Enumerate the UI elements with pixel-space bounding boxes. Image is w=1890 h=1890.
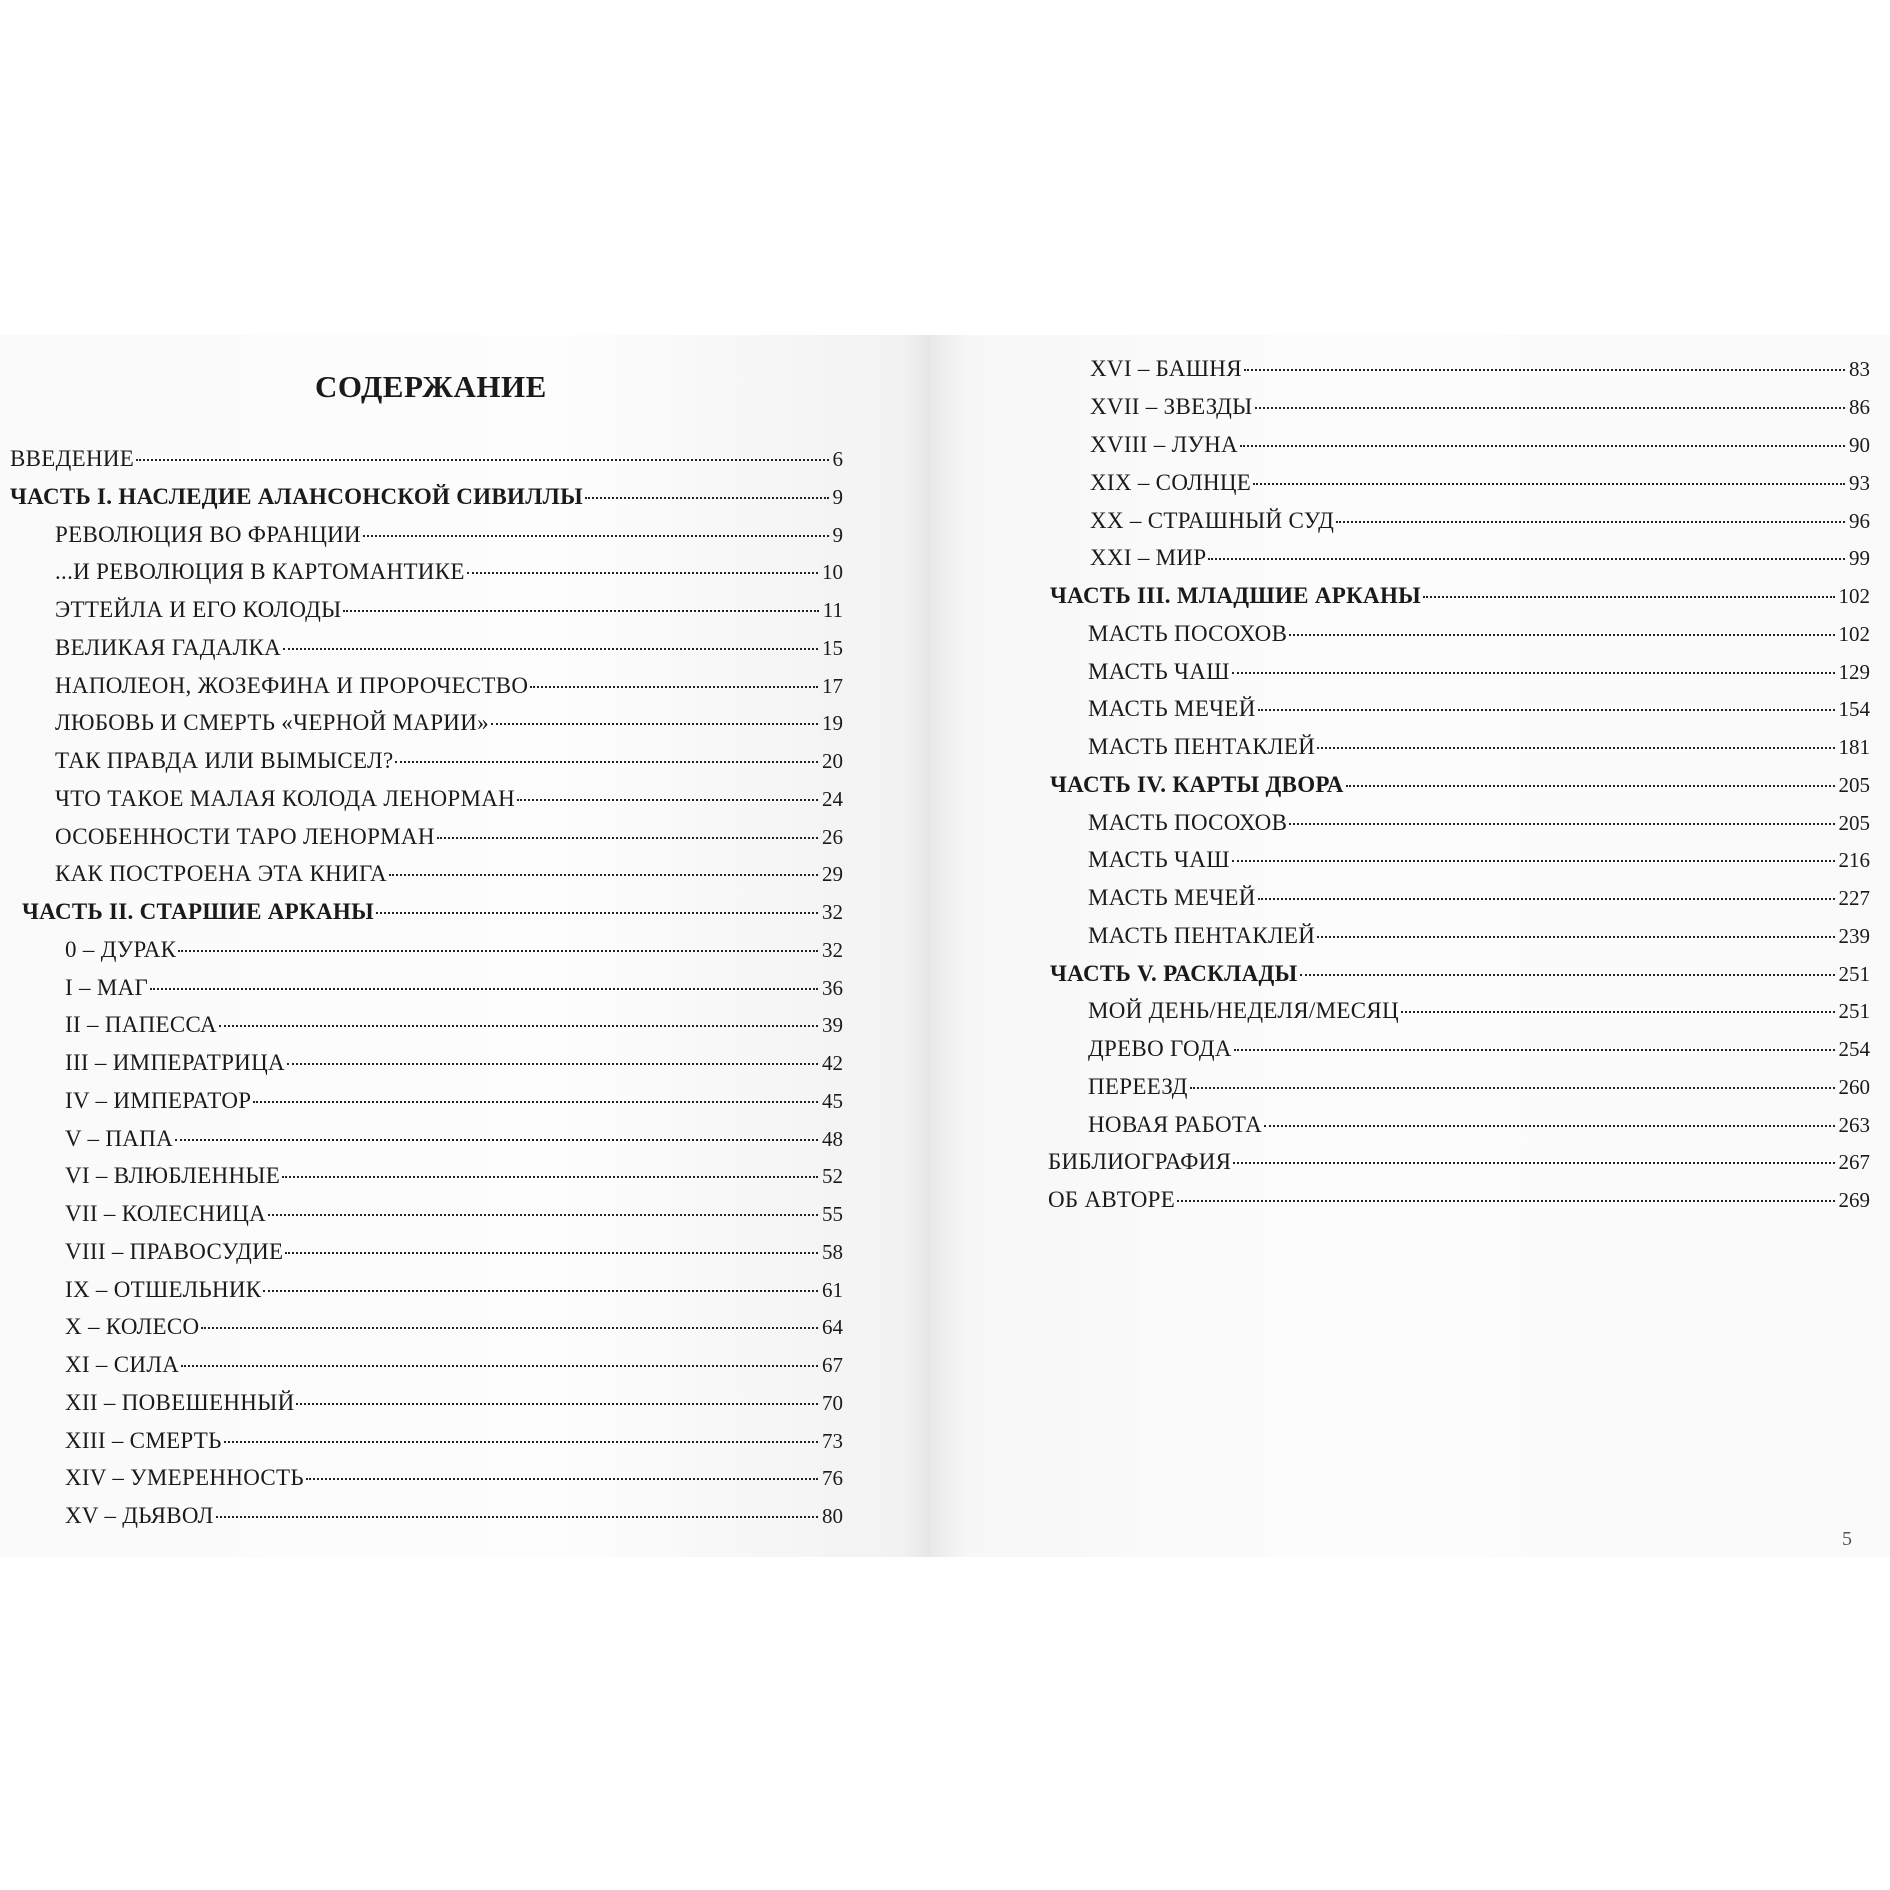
toc-entry-label: ЧАСТЬ IV. КАРТЫ ДВОРА [1050, 772, 1344, 797]
left-entry [65, 1125, 843, 1153]
right-entry [1090, 544, 1870, 572]
toc-entry-page: 90 [1849, 433, 1870, 457]
left-entry [65, 974, 843, 1002]
left-entry [55, 596, 843, 624]
dot-leader [1300, 974, 1835, 976]
dot-leader [136, 459, 828, 461]
dot-leader [1423, 596, 1834, 598]
left-entry [55, 672, 843, 700]
toc-entry-label: XVIII – ЛУНА [1090, 432, 1238, 457]
right-entry [1090, 507, 1870, 535]
right-entry [1088, 846, 1870, 874]
toc-entry-page: 24 [822, 787, 843, 811]
left-entry [10, 483, 843, 511]
toc-entry-page: 86 [1849, 395, 1870, 419]
toc-entry-page: 80 [822, 1504, 843, 1528]
right-entry [1090, 393, 1870, 421]
dot-leader [268, 1214, 818, 1216]
toc-entry-label: VI – ВЛЮБЛЕННЫЕ [65, 1163, 281, 1188]
dot-leader [285, 1252, 818, 1254]
dot-leader [343, 610, 818, 612]
toc-entry-label: XIV – УМЕРЕННОСТЬ [65, 1465, 304, 1490]
toc-entry-page: 52 [822, 1164, 843, 1188]
right-entry [1088, 997, 1870, 1025]
toc-entry-page: 102 [1838, 584, 1870, 608]
toc-entry-label: V – ПАПА [65, 1126, 174, 1151]
left-entry [65, 1389, 843, 1417]
right-entry [1088, 1073, 1870, 1101]
dot-leader [224, 1441, 818, 1443]
toc-entry-page: 39 [822, 1013, 843, 1037]
toc-entry-label: МОЙ ДЕНЬ/НЕДЕЛЯ/МЕСЯЦ [1088, 998, 1399, 1023]
dot-leader [437, 837, 818, 839]
page-number: 5 [1842, 1528, 1852, 1550]
left-entry [55, 747, 843, 775]
left-entry [65, 1162, 843, 1190]
toc-entry-page: 20 [822, 749, 843, 773]
dot-leader [1289, 823, 1834, 825]
dot-leader [363, 535, 829, 537]
toc-entry-page: 61 [822, 1278, 843, 1302]
right-page [930, 335, 1890, 1557]
toc-entry-label: МАСТЬ ПОСОХОВ [1088, 621, 1288, 646]
dot-leader [1289, 634, 1834, 636]
toc-entry-page: 216 [1838, 848, 1870, 872]
toc-entry-label: ЧАСТЬ III. МЛАДШИЕ АРКАНЫ [1050, 583, 1422, 608]
dot-leader [1232, 860, 1835, 862]
toc-entry-page: 83 [1849, 357, 1870, 381]
toc-entry-label: IX – ОТШЕЛЬНИК [65, 1277, 262, 1302]
left-entry [65, 936, 843, 964]
dot-leader [1255, 407, 1846, 409]
toc-entry-label: XVII – ЗВЕЗДЫ [1090, 394, 1253, 419]
left-entry [65, 1276, 843, 1304]
dot-leader [1317, 747, 1834, 749]
toc-entry-page: 129 [1838, 660, 1870, 684]
dot-leader [1336, 521, 1845, 523]
dot-leader [263, 1290, 818, 1292]
right-entry [1088, 922, 1870, 950]
toc-entry-page: 55 [822, 1202, 843, 1226]
right-entry [1088, 884, 1870, 912]
dot-leader [389, 874, 818, 876]
left-entry [55, 785, 843, 813]
toc-entry-label: II – ПАПЕССА [65, 1012, 217, 1037]
toc-entry-page: 205 [1838, 773, 1870, 797]
dot-leader [530, 686, 818, 688]
toc-entry-label: МАСТЬ ЧАШ [1088, 659, 1230, 684]
dot-leader [1190, 1087, 1835, 1089]
left-entry [65, 1087, 843, 1115]
right-entry [1088, 1111, 1870, 1139]
dot-leader [1258, 898, 1835, 900]
dot-leader [1317, 936, 1834, 938]
toc-entry-label: КАК ПОСТРОЕНА ЭТА КНИГА [55, 861, 387, 886]
toc-entry-label: МАСТЬ ЧАШ [1088, 847, 1230, 872]
toc-entry-page: 254 [1838, 1037, 1870, 1061]
toc-entry-page: 99 [1849, 546, 1870, 570]
toc-entry-label: ЧАСТЬ V. РАСКЛАДЫ [1050, 961, 1298, 986]
toc-entry-label: XI – СИЛА [65, 1352, 180, 1377]
toc-entry-label: ОБ АВТОРЕ [1048, 1187, 1176, 1212]
toc-entry-label: ЧАСТЬ I. НАСЛЕДИЕ АЛАНСОНСКОЙ СИВИЛЛЫ [10, 484, 583, 509]
toc-entry-label: 0 – ДУРАК [65, 937, 177, 962]
dot-leader [1346, 785, 1835, 787]
right-entry [1088, 1035, 1870, 1063]
toc-entry-page: 67 [822, 1353, 843, 1377]
left-entry [10, 445, 843, 473]
toc-entry-page: 96 [1849, 509, 1870, 533]
dot-leader [1208, 558, 1845, 560]
toc-entry-page: 267 [1838, 1150, 1870, 1174]
left-entry [65, 1351, 843, 1379]
toc-entry-page: 205 [1838, 811, 1870, 835]
toc-entry-page: 93 [1849, 471, 1870, 495]
toc-entry-label: IV – ИМПЕРАТОР [65, 1088, 252, 1113]
toc-entry-page: 6 [832, 447, 843, 471]
dot-leader [181, 1365, 818, 1367]
right-entry [1090, 431, 1870, 459]
toc-entry-page: 9 [832, 485, 843, 509]
toc-entry-label: ПЕРЕЕЗД [1088, 1074, 1188, 1099]
toc-entry-page: 32 [822, 900, 843, 924]
dot-leader [283, 648, 818, 650]
toc-entry-page: 45 [822, 1089, 843, 1113]
toc-entry-page: 251 [1838, 962, 1870, 986]
toc-entry-page: 73 [822, 1429, 843, 1453]
dot-leader [1244, 369, 1845, 371]
toc-entry-page: 58 [822, 1240, 843, 1264]
dot-leader [1234, 1049, 1835, 1051]
toc-entry-label: БИБЛИОГРАФИЯ [1048, 1149, 1232, 1174]
left-entry [65, 1200, 843, 1228]
right-entry [1090, 469, 1870, 497]
right-entry [1048, 1148, 1870, 1176]
toc-entry-label: ВВЕДЕНИЕ [10, 446, 135, 471]
dot-leader [219, 1025, 818, 1027]
dot-leader [178, 950, 818, 952]
dot-leader [306, 1478, 818, 1480]
dot-leader [1177, 1200, 1834, 1202]
left-entry [55, 709, 843, 737]
toc-entry-page: 102 [1838, 622, 1870, 646]
toc-entry-label: ДРЕВО ГОДА [1088, 1036, 1232, 1061]
toc-entry-label: XX – СТРАШНЫЙ СУД [1090, 508, 1335, 533]
dot-leader [282, 1176, 818, 1178]
right-entry [1050, 582, 1870, 610]
toc-entry-label: НАПОЛЕОН, ЖОЗЕФИНА И ПРОРОЧЕСТВО [55, 673, 529, 698]
right-entry [1088, 658, 1870, 686]
toc-entry-page: 19 [822, 711, 843, 735]
left-entry [22, 898, 843, 926]
toc-entry-page: 251 [1838, 999, 1870, 1023]
left-entry [65, 1464, 843, 1492]
toc-entry-page: 64 [822, 1315, 843, 1339]
left-entry [55, 860, 843, 888]
right-entry [1090, 355, 1870, 383]
left-entry [65, 1238, 843, 1266]
dot-leader [376, 912, 818, 914]
left-entry [55, 823, 843, 851]
toc-entry-page: 15 [822, 636, 843, 660]
left-entry [65, 1011, 843, 1039]
toc-entry-page: 29 [822, 862, 843, 886]
dot-leader [287, 1063, 818, 1065]
right-entry [1088, 695, 1870, 723]
toc-entry-label: ЧАСТЬ II. СТАРШИЕ АРКАНЫ [22, 899, 374, 924]
dot-leader [1253, 483, 1845, 485]
dot-leader [201, 1327, 818, 1329]
dot-leader [1232, 672, 1835, 674]
left-entry [65, 1427, 843, 1455]
toc-entry-page: 26 [822, 825, 843, 849]
dot-leader [517, 799, 818, 801]
left-entry [55, 558, 843, 586]
toc-entry-page: 260 [1838, 1075, 1870, 1099]
dot-leader [491, 723, 818, 725]
right-entry [1088, 733, 1870, 761]
toc-entry-label: НОВАЯ РАБОТА [1088, 1112, 1263, 1137]
toc-entry-label: МАСТЬ ПОСОХОВ [1088, 810, 1288, 835]
toc-entry-page: 269 [1838, 1188, 1870, 1212]
toc-entry-label: III – ИМПЕРАТРИЦА [65, 1050, 285, 1075]
toc-entry-label: VII – КОЛЕСНИЦА [65, 1201, 267, 1226]
toc-entry-page: 263 [1838, 1113, 1870, 1137]
toc-entry-page: 181 [1838, 735, 1870, 759]
toc-entry-label: ТАК ПРАВДА ИЛИ ВЫМЫСЕЛ? [55, 748, 394, 773]
toc-entry-page: 154 [1838, 697, 1870, 721]
dot-leader [175, 1139, 818, 1141]
dot-leader [1401, 1011, 1835, 1013]
toc-entry-label: РЕВОЛЮЦИЯ ВО ФРАНЦИИ [55, 522, 361, 547]
left-entry [65, 1313, 843, 1341]
toc-entry-page: 70 [822, 1391, 843, 1415]
book-spread [0, 335, 1890, 1557]
toc-entry-page: 11 [822, 598, 843, 622]
toc-entry-label: ВЕЛИКАЯ ГАДАЛКА [55, 635, 282, 660]
right-entry [1088, 620, 1870, 648]
toc-entry-label: I – МАГ [65, 975, 149, 1000]
toc-entry-page: 32 [822, 938, 843, 962]
toc-entry-label: МАСТЬ МЕЧЕЙ [1088, 696, 1256, 721]
left-entry [55, 634, 843, 662]
toc-entry-page: 48 [822, 1127, 843, 1151]
toc-entry-label: XXI – МИР [1090, 545, 1207, 570]
left-entry [65, 1049, 843, 1077]
dot-leader [1233, 1162, 1834, 1164]
toc-entry-label: МАСТЬ ПЕНТАКЛЕЙ [1088, 923, 1316, 948]
toc-entry-page: 227 [1838, 886, 1870, 910]
toc-entry-page: 10 [822, 560, 843, 584]
toc-entry-label: VIII – ПРАВОСУДИЕ [65, 1239, 284, 1264]
toc-entry-page: 239 [1838, 924, 1870, 948]
right-entry [1050, 960, 1870, 988]
right-entry [1048, 1186, 1870, 1214]
toc-entry-page: 17 [822, 674, 843, 698]
toc-entry-page: 36 [822, 976, 843, 1000]
toc-entry-page: 42 [822, 1051, 843, 1075]
left-entry [55, 521, 843, 549]
dot-leader [585, 497, 829, 499]
dot-leader [1264, 1125, 1834, 1127]
toc-entry-label: МАСТЬ ПЕНТАКЛЕЙ [1088, 734, 1316, 759]
toc-entry-label: X – КОЛЕСО [65, 1314, 200, 1339]
toc-entry-label: XIII – СМЕРТЬ [65, 1428, 222, 1453]
dot-leader [467, 572, 818, 574]
toc-entry-label: МАСТЬ МЕЧЕЙ [1088, 885, 1256, 910]
toc-entry-label: ОСОБЕННОСТИ ТАРО ЛЕНОРМАН [55, 824, 435, 849]
toc-entry-label: XV – ДЬЯВОЛ [65, 1503, 214, 1528]
toc-entry-label: ЭТТЕЙЛА И ЕГО КОЛОДЫ [55, 597, 342, 622]
left-entry [65, 1502, 843, 1530]
left-page: СОДЕРЖАНИЕ ВВЕДЕНИЕ 6 ЧАСТЬ I. НАСЛЕДИЕ АЛАНСОНСКОЙ СИВИЛЛЫ 9 РЕВОЛЮЦИЯ ВО ФРАНЦИИ 9 ...И РЕВОЛЮЦИЯ В КАРТОМАНТИКЕ 10 ЭТТЕЙЛА И ЕГО КОЛОДЫ 11 ВЕЛИКАЯ ГАДАЛКА 15 НАПОЛЕОН, ЖОЗЕФИНА И ПРОРОЧЕСТВО 17 ЛЮБОВЬ И СМЕРТЬ «ЧЕРНОЙ МАРИИ» 19 ТАК ПРАВДА ИЛИ ВЫМЫСЕЛ? 20 ЧТО ТАКОЕ МАЛАЯ КОЛОДА ЛЕНОРМАН 24 ОСОБЕННОСТИ ТАРО ЛЕНОРМАН 26 КАК ПОСТРОЕНА ЭТА КНИГА 29 ЧАСТЬ II. СТАРШИЕ АРКАНЫ 32 0 – ДУРАК 32 I – МАГ 36 II – ПАПЕССА 39 III – ИМПЕРАТРИЦА 42 IV – ИМПЕРАТОР 45 V – ПАПА 48 VI – ВЛЮБЛЕННЫЕ 52 VII – КОЛЕСНИЦА 55 VIII – ПРАВОСУДИЕ 58 IX – ОТШЕЛЬНИК 61 X – КОЛЕСО 64 XI – СИЛА 67 XII – ПОВЕШЕННЫЙ 70 XIII – СМЕРТЬ 73 XIV – УМЕРЕННОСТЬ 76 XV – ДЬЯВОЛ 80 [0, 335, 930, 1557]
toc-entry-label: XVI – БАШНЯ [1090, 356, 1242, 381]
dot-leader [253, 1101, 818, 1103]
right-entry [1050, 771, 1870, 799]
dot-leader [216, 1516, 818, 1518]
dot-leader [150, 988, 818, 990]
toc-entry-label: ...И РЕВОЛЮЦИЯ В КАРТОМАНТИКЕ [55, 559, 465, 584]
dot-leader [1258, 709, 1835, 711]
toc-entry-page: 9 [832, 523, 843, 547]
toc-entry-page: 76 [822, 1466, 843, 1490]
right-entry [1088, 809, 1870, 837]
dot-leader [395, 761, 818, 763]
toc-entry-label: XII – ПОВЕШЕННЫЙ [65, 1390, 295, 1415]
dot-leader [296, 1403, 818, 1405]
toc-entry-label: XIX – СОЛНЦЕ [1090, 470, 1252, 495]
toc-entry-label: ЛЮБОВЬ И СМЕРТЬ «ЧЕРНОЙ МАРИИ» [55, 710, 489, 735]
dot-leader [1240, 445, 1845, 447]
toc-entry-label: ЧТО ТАКОЕ МАЛАЯ КОЛОДА ЛЕНОРМАН [55, 786, 516, 811]
